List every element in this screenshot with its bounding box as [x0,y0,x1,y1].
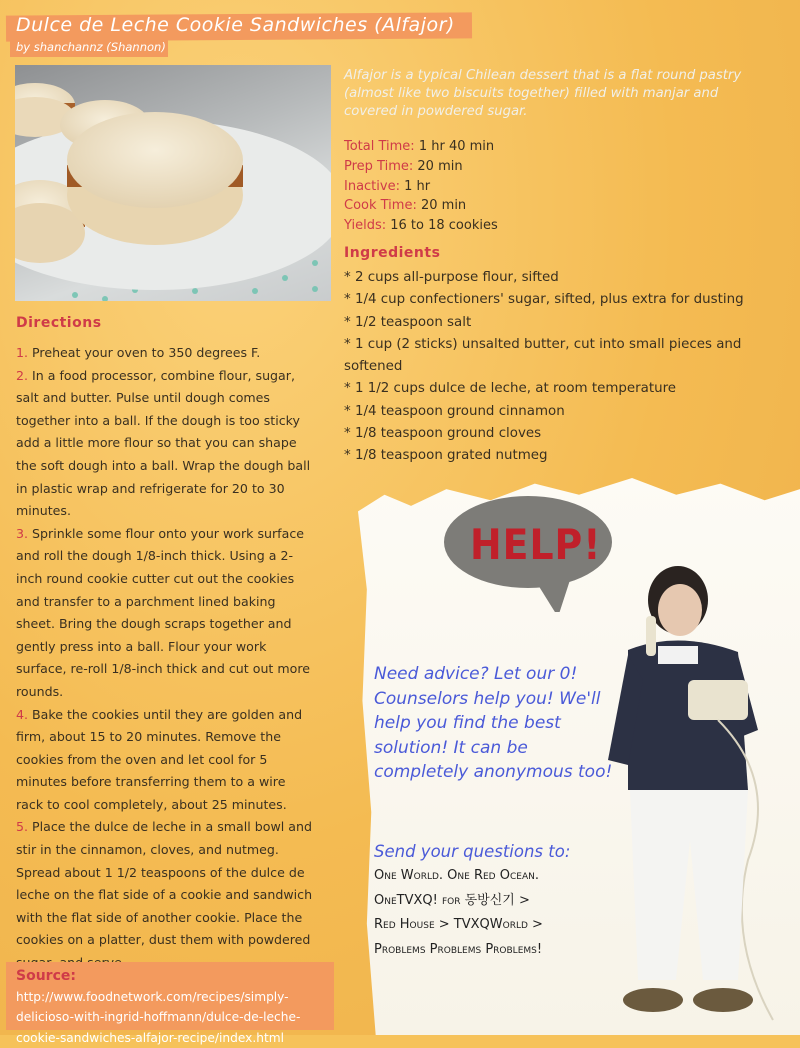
ingredient-item: * 1 1/2 cups dulce de leche, at room temperature [344,378,776,400]
cookie-photo-drawing [15,65,331,301]
recipe-title: Dulce de Leche Cookie Sandwiches (Alfajor) [16,14,455,36]
help-bubble-text: HELP! [470,520,602,569]
direction-step: 1. Preheat your oven to 350 degrees F. [16,345,261,360]
ingredient-item: * 1 cup (2 sticks) unsalted butter, cut into small pieces and softened [344,334,776,379]
ingredient-item: * 1/8 teaspoon ground cloves [344,423,776,445]
meta-row-inactive: Inactive: 1 hr [344,178,431,194]
direction-step: 2. In a food processor, combine flour, sugar, salt and butter. Pulse until dough comes together into a ball. If the dough is too sticky add a little more flour so that you can shape the soft dough into a ball. Wrap the dough ball in plastic wrap and refrigerate for 20 to 30 minutes. [16,367,311,519]
person-with-phone-photo [598,560,798,1030]
source-citation [16,966,334,1048]
direction-step: 3. Sprinkle some flour onto your work surface and roll the dough 1/8-inch thick. Using a 2-inch round cookie cutter cut out the cookies and transfer to a parchment lined baking sheet. Bring the dough scraps together and gently press into a ball. Flour your work surface, re-roll 1/8-inch thick and cut out more rounds. [16,525,310,699]
ingredient-item: * 2 cups all-purpose flour, sifted [344,267,776,289]
direction-step: 5. Place the dulce de leche in a small bowl and stir in the cinnamon, cloves, and nutmeg. Spread about 1 1/2 teaspoons of the dulce de leche on the flat side of a cookie and sandwich with the flat side of another cookie. Place the cookies on a platter, dust them with powdered [16,819,313,948]
ingredient-item: * 1/2 teaspoon salt [344,312,776,334]
forum-path-line: Problems Problems Problems! [374,941,543,957]
meta-row-yields: Yields: 16 to 18 cookies [344,218,498,234]
author-byline: by shanchannz (Shannon) [16,40,166,54]
cookie-photo [15,65,331,301]
meta-row-cook: Cook Time: 20 min [344,198,467,214]
forum-path-line: Red House > TVXQWorld > [374,917,543,932]
ingredients-heading: Ingredients [344,245,441,261]
directions-text [16,342,316,975]
forum-path-line: One World. One Red Ocean. [374,868,539,883]
direction-step: 4. Bake the cookies until they are golden and firm, about 15 to 20 minutes. Remove the cookies from the oven and let cool for 5 minutes before transferring them to a wire rack to cool completely, about 25 minutes. [16,706,303,812]
source-label: Source: [16,968,76,984]
ingredient-item: * 1/4 teaspoon ground cinnamon [344,401,776,423]
directions-heading: Directions [16,315,102,331]
ingredients-list [344,267,776,468]
recipe-times [344,137,498,236]
forum-path-line: OneTVXQ! for 동방신기 > [374,892,530,908]
recipe-intro: Alfajor is a typical Chilean dessert that is a flat round pastry (almost like two biscuits together) filled with manjar and covered in powdered sugar. [344,68,742,119]
meta-row-prep: Prep Time: 20 min [344,158,463,174]
ingredient-item: * 1/8 teaspoon grated nutmeg [344,445,776,467]
meta-row-total: Total Time: 1 hr 40 min [344,139,495,154]
send-questions-label: Send your questions to: [374,842,571,861]
advice-message: Need advice? Let our 0! Counselors help you! We'll help you find the best solution! It can be completely anonymous too! [374,664,613,782]
forum-path [374,864,610,962]
ingredient-item: * 1/4 cup confectioners' sugar, sifted, plus extra for dusting [344,289,776,311]
source-url[interactable]: http://www.foodnetwork.com/recipes/simply-delicioso-with-ingrid-hoffmann/dulce-de-leche-cookie-sandwiches-alfajor-recipe/index.html [16,989,301,1045]
